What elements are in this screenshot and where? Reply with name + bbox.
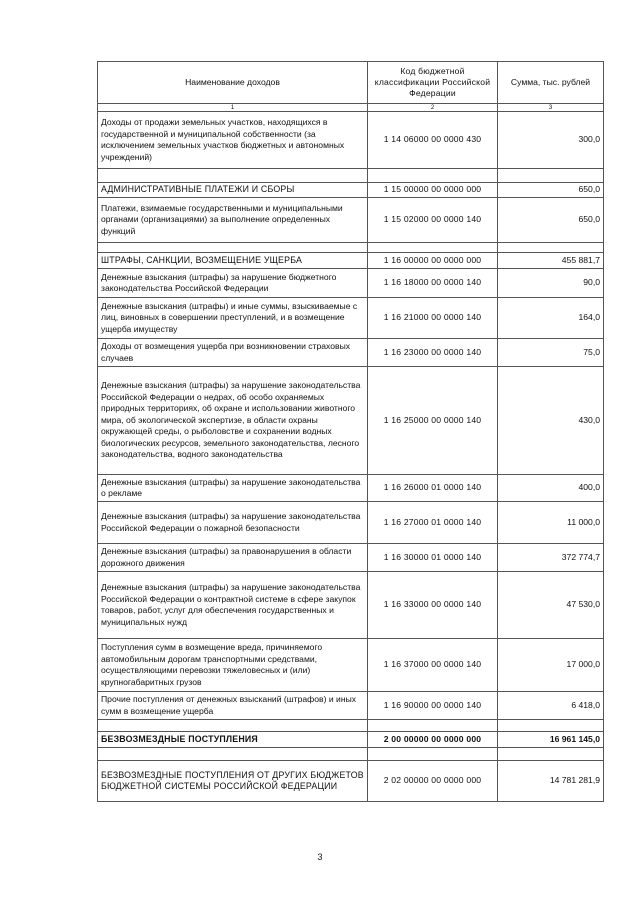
column-number-1: 1 bbox=[98, 104, 368, 112]
row-sum: 11 000,0 bbox=[498, 502, 604, 544]
row-sum: 430,0 bbox=[498, 367, 604, 475]
table-row bbox=[98, 183, 604, 198]
row-sum: 300,0 bbox=[498, 112, 604, 169]
row-code: 2 02 00000 00 0000 000 bbox=[368, 761, 498, 802]
header-sum: Сумма, тыс. рублей bbox=[498, 62, 604, 104]
column-number-2: 2 bbox=[368, 104, 498, 112]
table-row bbox=[98, 761, 604, 802]
row-name: Денежные взыскания (штрафы) за нарушение законодательства Российской Федерации о недрах, об особо охраняемых природных территориях, об охране и использовании животного мира, об экологической экспертизе, в области охраны окружающей среды, о рыболовстве и сохранении водных биологических ресурсов, земельного законодательства, лесного законодательства, водного законодательства bbox=[98, 367, 368, 475]
row-code: 1 16 21000 00 0000 140 bbox=[368, 298, 498, 339]
row-code: 1 16 37000 00 0000 140 bbox=[368, 639, 498, 692]
spacer-row bbox=[98, 169, 604, 183]
table-row bbox=[98, 253, 604, 269]
spacer-row bbox=[98, 243, 604, 253]
row-sum: 14 781 281,9 bbox=[498, 761, 604, 802]
row-sum: 90,0 bbox=[498, 269, 604, 298]
table-row bbox=[98, 298, 604, 339]
revenue-table bbox=[97, 61, 604, 802]
row-code: 1 14 06000 00 0000 430 bbox=[368, 112, 498, 169]
table-row bbox=[98, 692, 604, 720]
row-code: 1 16 27000 01 0000 140 bbox=[368, 502, 498, 544]
row-code: 1 16 30000 01 0000 140 bbox=[368, 544, 498, 572]
table-row bbox=[98, 732, 604, 748]
row-sum: 400,0 bbox=[498, 475, 604, 502]
row-code: 1 15 02000 00 0000 140 bbox=[368, 198, 498, 243]
row-sum: 6 418,0 bbox=[498, 692, 604, 720]
row-code: 1 16 23000 00 0000 140 bbox=[368, 339, 498, 367]
row-code: 1 16 25000 00 0000 140 bbox=[368, 367, 498, 475]
row-code: 1 16 26000 01 0000 140 bbox=[368, 475, 498, 502]
table-row bbox=[98, 572, 604, 639]
row-sum: 17 000,0 bbox=[498, 639, 604, 692]
table-header-row bbox=[98, 62, 604, 104]
row-sum: 372 774,7 bbox=[498, 544, 604, 572]
table-row bbox=[98, 367, 604, 475]
page-number: 3 bbox=[317, 852, 323, 862]
row-name: БЕЗВОЗМЕЗДНЫЕ ПОСТУПЛЕНИЯ ОТ ДРУГИХ БЮДЖЕТОВ БЮДЖЕТНОЙ СИСТЕМЫ РОССИЙСКОЙ ФЕДЕРАЦИИ bbox=[98, 761, 368, 802]
row-name: Денежные взыскания (штрафы) за правонарушения в области дорожного движения bbox=[98, 544, 368, 572]
spacer-row bbox=[98, 748, 604, 761]
row-name: Прочие поступления от денежных взысканий (штрафов) и иных сумм в возмещение ущерба bbox=[98, 692, 368, 720]
row-sum: 16 961 145,0 bbox=[498, 732, 604, 748]
row-sum: 650,0 bbox=[498, 183, 604, 198]
table-row bbox=[98, 544, 604, 572]
row-sum: 455 881,7 bbox=[498, 253, 604, 269]
table-row bbox=[98, 639, 604, 692]
row-name: Доходы от продажи земельных участков, находящихся в государственной и муниципальной собственности (за исключением земельных участков бюджетных и автономных учреждений) bbox=[98, 112, 368, 169]
row-name: ШТРАФЫ, САНКЦИИ, ВОЗМЕЩЕНИЕ УЩЕРБА bbox=[98, 253, 368, 269]
row-code: 1 16 33000 00 0000 140 bbox=[368, 572, 498, 639]
column-number-3: 3 bbox=[498, 104, 604, 112]
header-budget-code: Код бюджетной классификации Российской Федерации bbox=[368, 62, 498, 104]
spacer-row bbox=[98, 720, 604, 732]
table-row bbox=[98, 502, 604, 544]
row-code: 1 15 00000 00 0000 000 bbox=[368, 183, 498, 198]
header-income-name: Наименование доходов bbox=[98, 62, 368, 104]
row-name: БЕЗВОЗМЕЗДНЫЕ ПОСТУПЛЕНИЯ bbox=[98, 732, 368, 748]
row-name: Денежные взыскания (штрафы) за нарушение законодательства Российской Федерации о контрактной системе в сфере закупок товаров, работ, услуг для обеспечения государственных и муниципальных нужд bbox=[98, 572, 368, 639]
table-row bbox=[98, 475, 604, 502]
table-row bbox=[98, 112, 604, 169]
row-code: 1 16 90000 00 0000 140 bbox=[368, 692, 498, 720]
row-name: Денежные взыскания (штрафы) за нарушение законодательства о рекламе bbox=[98, 475, 368, 502]
row-code: 1 16 18000 00 0000 140 bbox=[368, 269, 498, 298]
table-row bbox=[98, 339, 604, 367]
row-name: Поступления сумм в возмещение вреда, причиняемого автомобильным дорогам транспортными средствами, осуществляющими перевозки тяжеловесных и (или) крупногабаритных грузов bbox=[98, 639, 368, 692]
row-name: Платежи, взимаемые государственными и муниципальными органами (организациями) за выполнение определенных функций bbox=[98, 198, 368, 243]
row-sum: 47 530,0 bbox=[498, 572, 604, 639]
row-name: Доходы от возмещения ущерба при возникновении страховых случаев bbox=[98, 339, 368, 367]
row-name: АДМИНИСТРАТИВНЫЕ ПЛАТЕЖИ И СБОРЫ bbox=[98, 183, 368, 198]
row-code: 2 00 00000 00 0000 000 bbox=[368, 732, 498, 748]
table-row bbox=[98, 198, 604, 243]
row-sum: 650,0 bbox=[498, 198, 604, 243]
row-name: Денежные взыскания (штрафы) и иные суммы, взыскиваемые с лиц, виновных в совершении преступлений, и в возмещение ущерба имуществу bbox=[98, 298, 368, 339]
row-sum: 75,0 bbox=[498, 339, 604, 367]
row-name: Денежные взыскания (штрафы) за нарушение бюджетного законодательства Российской Федерации bbox=[98, 269, 368, 298]
table-row bbox=[98, 269, 604, 298]
column-number-row bbox=[98, 104, 604, 112]
row-sum: 164,0 bbox=[498, 298, 604, 339]
row-name: Денежные взыскания (штрафы) за нарушение законодательства Российской Федерации о пожарной безопасности bbox=[98, 502, 368, 544]
row-code: 1 16 00000 00 0000 000 bbox=[368, 253, 498, 269]
